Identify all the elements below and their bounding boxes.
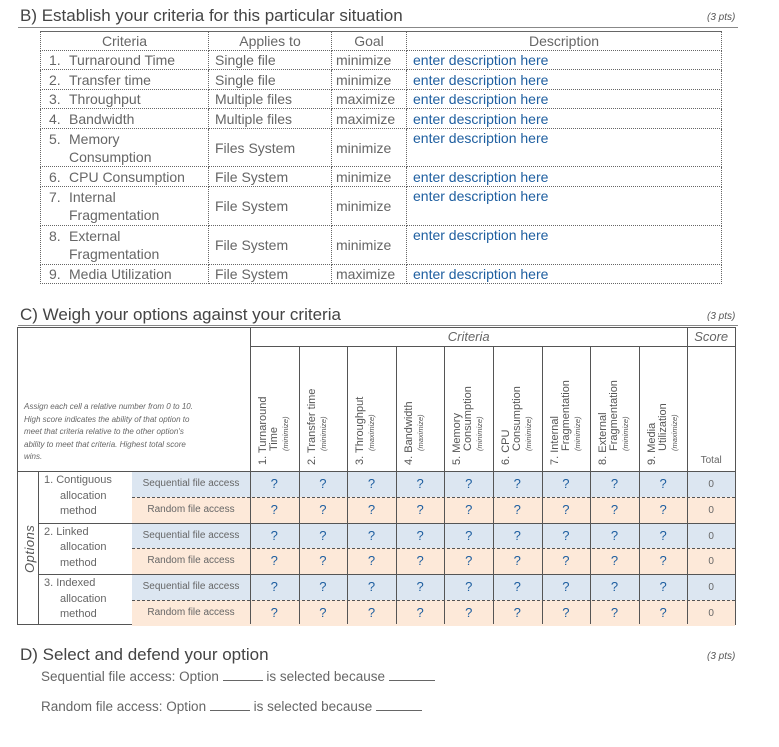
score-cell[interactable]: ?	[416, 476, 424, 491]
score-cell[interactable]: ?	[659, 501, 667, 517]
score-cell[interactable]: ?	[610, 605, 619, 620]
criteria-name: Internal	[69, 189, 116, 205]
options-grid	[17, 327, 736, 625]
criteria-column-label	[647, 403, 680, 465]
score-cell[interactable]: ?	[465, 527, 473, 543]
score-cell[interactable]: ?	[610, 476, 619, 491]
description-field[interactable]: enter description here	[407, 129, 722, 167]
criteria-cell	[41, 187, 209, 226]
criteria-name: External	[69, 228, 121, 244]
criteria-number: 6.	[49, 168, 61, 185]
score-cell[interactable]: ?	[659, 476, 667, 491]
score-cell[interactable]: ?	[319, 579, 327, 595]
score-cell[interactable]: ?	[416, 501, 424, 517]
criteria-column-text: Time	[268, 426, 280, 451]
score-cell[interactable]: ?	[270, 553, 278, 569]
criteria-number: 4.	[49, 110, 61, 127]
total-cell: 0	[708, 582, 714, 594]
criteria-name: Bandwidth	[69, 110, 135, 127]
score-cell[interactable]: ?	[659, 553, 667, 569]
applies-to-cell: File System	[209, 226, 332, 265]
criteria-column-text: 9. Media	[645, 422, 658, 465]
criteria-column-text: Consumption	[511, 386, 523, 451]
criteria-number: 7.	[49, 189, 61, 205]
total-cell: 0	[708, 504, 714, 516]
total-header: Total	[700, 455, 722, 466]
score-cell[interactable]: ?	[513, 579, 521, 595]
score-cell[interactable]: ?	[465, 501, 473, 517]
sequential-access-label: Sequential file access	[142, 581, 240, 593]
score-cell[interactable]: ?	[416, 527, 424, 543]
criteria-column-text: Utilization	[656, 403, 669, 451]
score-cell[interactable]: ?	[416, 579, 424, 595]
sequential-access-label: Sequential file access	[142, 529, 240, 541]
score-cell[interactable]: ?	[659, 605, 667, 620]
criteria-column-label	[307, 389, 329, 465]
score-cell[interactable]: ?	[465, 579, 473, 595]
option-label-line: allocation	[60, 489, 107, 502]
criteria-number: 8.	[49, 228, 61, 244]
instruction-line: ability to meet that criteria. Highest total score	[24, 439, 186, 449]
score-cell[interactable]: ?	[562, 501, 570, 517]
score-cell[interactable]: ?	[319, 476, 327, 491]
applies-to-cell: File System	[209, 167, 332, 187]
criteria-column-goal: (minimize)	[475, 416, 485, 451]
criteria-column-goal: (minimize)	[621, 416, 631, 451]
sequential-prefix: Sequential file access: Option	[41, 669, 219, 684]
criteria-column-goal: (minimize)	[318, 416, 328, 451]
option-label	[44, 473, 132, 520]
score-cell[interactable]: ?	[465, 476, 473, 491]
goal-cell: minimize	[332, 226, 407, 265]
criteria-name-line2: Consumption	[69, 148, 152, 165]
description-field[interactable]: enter description here	[407, 265, 722, 284]
option-label-line: allocation	[60, 541, 107, 554]
criteria-column-label	[598, 380, 631, 465]
score-cell[interactable]: ?	[367, 527, 376, 543]
criteria-row	[41, 265, 722, 284]
grid-line	[132, 600, 735, 601]
random-because: is selected because	[253, 699, 373, 714]
total-cell: 0	[708, 530, 714, 542]
grid-line	[38, 574, 735, 575]
option-label-line: method	[60, 505, 97, 517]
score-cell[interactable]: ?	[367, 605, 376, 620]
criteria-column-text: 3. Throughput	[354, 396, 367, 465]
section-b-title: B) Establish your criteria for this particular situation	[20, 6, 403, 25]
total-cell: 0	[708, 479, 714, 490]
grid-line	[38, 523, 735, 524]
score-cell[interactable]: ?	[513, 527, 521, 543]
grid-line	[132, 548, 735, 549]
score-cell[interactable]: ?	[416, 553, 424, 569]
criteria-column-text: 6. CPU	[500, 429, 512, 465]
option-label-line: 3. Indexed	[44, 577, 96, 590]
score-cell[interactable]: ?	[562, 579, 570, 595]
score-cell[interactable]: ?	[513, 501, 521, 517]
criteria-row	[41, 187, 722, 226]
score-cell[interactable]: ?	[270, 605, 278, 620]
score-cell[interactable]: ?	[319, 553, 327, 569]
instruction-line: Assign each cell a relative number from 0 to 10.	[24, 402, 193, 411]
criteria-column-text: 4. Bandwidth	[402, 401, 415, 465]
score-cell[interactable]: ?	[659, 579, 667, 595]
total-cell: 0	[708, 608, 714, 619]
score-cell[interactable]: ?	[562, 476, 570, 491]
goal-cell: minimize	[332, 51, 407, 70]
description-field[interactable]: enter description here	[407, 70, 722, 90]
criteria-name: Transfer time	[69, 71, 151, 88]
instruction-line: High score indicates the ability of that option to	[24, 414, 190, 424]
option-label	[44, 525, 132, 572]
goal-cell: maximize	[332, 265, 407, 284]
score-cell[interactable]: ?	[562, 605, 570, 620]
instruction-line: wins.	[24, 452, 43, 461]
grid-line	[687, 328, 688, 624]
criteria-column-text: 2. Transfer time	[305, 388, 318, 465]
grid-line	[38, 471, 39, 624]
score-group-header: Score	[694, 329, 729, 344]
description-field[interactable]: enter description here	[407, 167, 722, 187]
score-cell[interactable]: ?	[513, 476, 521, 491]
criteria-column-text: 1. Turnaround	[257, 396, 269, 465]
score-cell[interactable]: ?	[562, 553, 570, 569]
score-cell[interactable]: ?	[270, 579, 278, 595]
score-cell[interactable]: ?	[270, 527, 278, 543]
criteria-cell	[41, 129, 209, 167]
score-cell[interactable]: ?	[319, 501, 327, 517]
criteria-column-label	[258, 397, 291, 466]
criteria-row	[41, 226, 722, 265]
random-reason-blank[interactable]	[376, 697, 422, 711]
criteria-column-text: Consumption	[462, 386, 475, 451]
criteria-cell	[41, 167, 209, 187]
criteria-table-header	[41, 32, 722, 51]
applies-to-cell: File System	[209, 265, 332, 284]
header-description: Description	[407, 32, 722, 51]
criteria-name: Memory	[69, 130, 120, 147]
criteria-column-text: 5. Memory	[451, 413, 464, 465]
criteria-column-goal: (minimize)	[524, 416, 533, 451]
header-criteria: Criteria	[41, 32, 209, 51]
option-label-line: 2. Linked	[44, 525, 89, 538]
score-cell[interactable]: ?	[513, 605, 521, 620]
criteria-name: Turnaround Time	[69, 52, 176, 68]
score-cell[interactable]: ?	[416, 605, 424, 620]
grid-line	[132, 497, 735, 498]
criteria-column-goal: (maximize)	[669, 414, 679, 451]
section-c-rule	[18, 325, 738, 326]
random-prefix: Random file access: Option	[41, 699, 207, 714]
score-cell[interactable]: ?	[659, 527, 667, 543]
criteria-column-label	[501, 386, 534, 465]
sequential-option-blank[interactable]	[223, 667, 263, 681]
description-field[interactable]: enter description here	[407, 51, 722, 70]
criteria-row	[41, 51, 722, 70]
goal-cell: maximize	[332, 90, 407, 109]
description-field[interactable]: enter description here	[407, 187, 722, 226]
criteria-table	[40, 31, 722, 284]
criteria-column-text: Fragmentation	[608, 380, 621, 451]
sequential-because: is selected because	[266, 669, 385, 684]
criteria-column-text: Fragmentation	[559, 380, 572, 451]
criteria-name: CPU Consumption	[69, 168, 185, 185]
option-label-line: 1. Contiguous	[44, 474, 112, 486]
criteria-number: 1.	[49, 52, 61, 68]
description-field[interactable]: enter description here	[407, 109, 722, 129]
section-b-points: (3 pts)	[707, 12, 736, 23]
criteria-column-text: 8. External	[597, 412, 610, 465]
criteria-cell	[41, 51, 209, 70]
random-access-label: Random file access	[147, 607, 235, 618]
score-cell[interactable]: ?	[367, 476, 376, 491]
goal-cell: minimize	[332, 70, 407, 90]
option-label	[44, 576, 132, 623]
criteria-number: 2.	[49, 71, 61, 88]
random-access-label: Random file access	[147, 555, 235, 567]
criteria-name: Media Utilization	[69, 266, 172, 282]
criteria-row	[41, 90, 722, 109]
criteria-group-header: Criteria	[447, 329, 490, 344]
description-field[interactable]: enter description here	[407, 226, 722, 265]
applies-to-cell: Single file	[209, 51, 332, 70]
criteria-cell	[41, 265, 209, 284]
criteria-name-line2: Fragmentation	[69, 207, 160, 223]
description-field[interactable]: enter description here	[407, 90, 722, 109]
option-label-line: allocation	[60, 592, 107, 605]
options-label: Options	[22, 524, 37, 573]
criteria-row	[41, 167, 722, 187]
criteria-cell	[41, 226, 209, 265]
score-cell[interactable]: ?	[319, 527, 327, 543]
option-label-line: method	[60, 556, 97, 569]
criteria-number: 9.	[49, 266, 61, 282]
score-cell[interactable]: ?	[319, 605, 327, 620]
criteria-column-goal: (maximize)	[415, 414, 425, 451]
goal-cell: minimize	[332, 129, 407, 167]
criteria-number: 3.	[49, 91, 61, 107]
criteria-cell	[41, 70, 209, 90]
score-cell[interactable]: ?	[367, 553, 376, 569]
score-cell[interactable]: ?	[610, 553, 619, 569]
score-cell[interactable]: ?	[367, 579, 376, 595]
option-label-line: method	[60, 608, 97, 621]
criteria-row	[41, 70, 722, 90]
applies-to-cell: Multiple files	[209, 109, 332, 129]
criteria-column-goal: (minimize)	[281, 416, 290, 451]
section-c-points: (3 pts)	[707, 311, 736, 322]
criteria-name: Throughput	[69, 91, 141, 107]
section-d-title: D) Select and defend your option	[20, 645, 269, 664]
score-cell[interactable]: ?	[270, 501, 278, 517]
criteria-column-goal: (maximize)	[367, 414, 377, 451]
total-cell: 0	[708, 556, 714, 568]
header-applies-to: Applies to	[209, 32, 332, 51]
criteria-cell	[41, 109, 209, 129]
criteria-column-label	[550, 380, 583, 465]
score-cell[interactable]: ?	[513, 553, 521, 569]
section-c-title: C) Weigh your options against your criteria	[20, 305, 341, 324]
instruction-line: meet that criteria relative to the other option's	[24, 427, 184, 436]
score-cell[interactable]: ?	[562, 527, 570, 543]
score-cell[interactable]: ?	[610, 579, 619, 595]
score-cell[interactable]: ?	[610, 501, 619, 517]
random-access-label: Random file access	[147, 503, 235, 515]
goal-cell: minimize	[332, 167, 407, 187]
random-option-blank[interactable]	[210, 697, 250, 711]
goal-cell: maximize	[332, 109, 407, 129]
criteria-number: 5.	[49, 130, 61, 147]
criteria-row	[41, 109, 722, 129]
header-goal: Goal	[332, 32, 407, 51]
score-cell[interactable]: ?	[367, 501, 376, 517]
criteria-name-line2: Fragmentation	[69, 246, 160, 262]
score-cell[interactable]: ?	[465, 553, 473, 569]
applies-to-cell: Multiple files	[209, 90, 332, 109]
random-selection-line	[41, 697, 422, 714]
criteria-column-goal: (minimize)	[572, 416, 582, 451]
applies-to-cell: File System	[209, 187, 332, 226]
applies-to-cell: Files System	[209, 129, 332, 167]
criteria-cell	[41, 90, 209, 109]
criteria-column-label	[452, 386, 485, 465]
section-d-points: (3 pts)	[707, 651, 736, 662]
section-b-rule	[18, 27, 738, 28]
criteria-column-text: 7. Internal	[548, 416, 561, 465]
criteria-column-label	[355, 397, 377, 465]
score-cell[interactable]: ?	[465, 605, 473, 620]
criteria-column-label	[404, 401, 426, 465]
grid-instructions	[24, 401, 244, 464]
score-cell[interactable]: ?	[610, 527, 619, 543]
score-cell[interactable]: ?	[270, 476, 278, 491]
criteria-row	[41, 129, 722, 167]
sequential-selection-line	[41, 667, 435, 684]
grid-line	[18, 471, 735, 472]
goal-cell: minimize	[332, 187, 407, 226]
applies-to-cell: Single file	[209, 70, 332, 90]
sequential-access-label: Sequential file access	[142, 478, 240, 489]
sequential-reason-blank[interactable]	[389, 667, 435, 681]
